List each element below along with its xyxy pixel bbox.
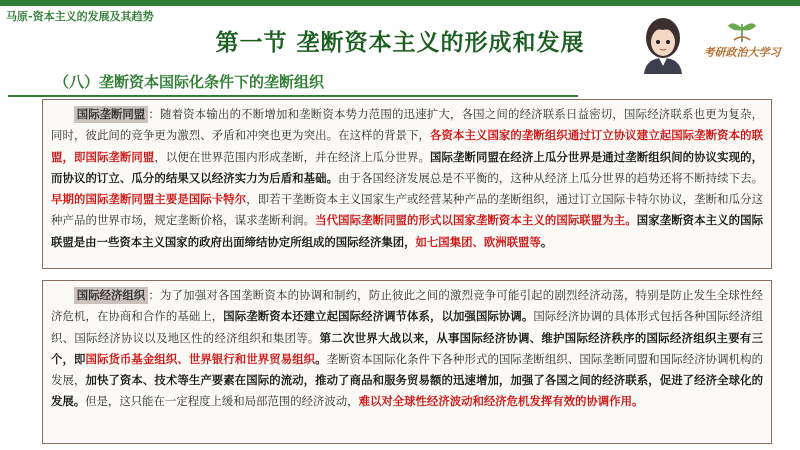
intl-monopoly-alliance-text	[51, 107, 763, 249]
text-segment: ，即若干垄断资本主义国家生产或经营某种产品的垄断组织，通过订立国际卡特尔协议，垄断和瓜分这种产品的世界市场，规定垄断价格，谋求垄断利润。	[51, 192, 763, 228]
text-segment: 但是，这只能在一定程度上缓和局部范围的经济波动，	[85, 394, 359, 409]
text-segment: 难以对全球性经济波动和经济危机发挥有效的协调作用。	[358, 394, 644, 409]
avatar	[636, 12, 690, 74]
text-segment: 第二次世界大战以来，从事国际经济协调、维护国际经济秩序的国际经济组织主要有三个，即	[51, 330, 763, 366]
intl-economic-org-box	[42, 280, 772, 444]
lotus-leaf-logo-icon	[722, 18, 762, 44]
text-segment: 国际货币基金组织、世界银行和世界贸易组织	[85, 351, 316, 366]
section-subtitle: （八）垄断资本国际化条件下的垄断组织	[54, 73, 325, 91]
text-segment: 。	[540, 234, 553, 249]
subtitle-underline	[8, 95, 578, 97]
intl-monopoly-alliance-box	[42, 99, 772, 269]
text-segment: 国际经济协调的具体形式包括各种国际经济组织、国际经济协议以及地区性的经济组织和集团等。	[51, 309, 763, 345]
page-title: 第一节 垄断资本主义的形成和发展	[215, 30, 585, 56]
text-segment: 由于各国经济发展总是不平衡的，这种从经济上瓜分世界的趋势还将不断持续下去。	[338, 170, 763, 185]
intl-economic-org-tag: 国际经济组织	[74, 287, 148, 304]
breadcrumb: 马原-资本主义的发展及其趋势	[6, 10, 154, 23]
text-segment: ，以便在世界范围内形成垄断，并在经济上瓜分世界。	[154, 149, 431, 164]
text-segment: 垄断资本国际化条件下各种形式的国际垄断组织、国际垄断同盟和国际经济协调机构的发展，	[51, 351, 763, 388]
brand-text: 考研政治大学习	[703, 46, 781, 59]
text-segment: 国际垄断同盟在经济上瓜分世界是通过垄断组织间的协议实现的，而协议的订立、瓜分的结果又以经济实力为后盾和基础。	[51, 149, 763, 185]
text-segment: 如七国集团、欧洲联盟等	[415, 234, 541, 249]
top-accent-bar	[0, 0, 800, 6]
text-segment: 早期的国际垄断同盟主要是国际卡特尔	[51, 192, 247, 207]
text-segment: ：随着资本输出的不断增加和垄断资本势力范围的迅速扩大，各国之间的经济联系日益密切，国际经济联系也更为复杂，同时，彼此间的竞争更为激烈、矛盾和冲突也更为突出。在这样的背景下，	[51, 107, 763, 143]
text-segment: 各资本主义国家的垄断组织通过订立协议建立起国际垄断资本的联盟，即国际垄断同盟	[51, 128, 763, 164]
text-segment: 。	[315, 351, 327, 366]
text-segment: 国际垄断资本还建立起国际经济调节体系，以加强国际协调。	[223, 309, 534, 324]
intl-economic-org-paragraph	[51, 285, 763, 413]
intl-monopoly-alliance-tag: 国际垄断同盟	[74, 106, 148, 123]
intl-economic-org-text	[51, 288, 763, 408]
text-segment: 国家垄断资本主义的国际联盟是由一些资本主义国家的政府出面缔结协定所组成的国际经济集团，	[51, 213, 763, 249]
intl-monopoly-alliance-paragraph	[51, 104, 763, 253]
text-segment: 当代国际垄断同盟的形式以国家垄断资本主义的国际联盟为主。	[315, 213, 637, 228]
text-segment: 加快了资本、技术等生产要素在国际的流动，推动了商品和服务贸易额的迅速增加，加强了各国之间的经济联系，促进了经济全球化的发展。	[51, 373, 763, 409]
text-segment: ：为了加强对各国垄断资本的协调和制约，防止彼此之间的激烈竞争可能引起的剧烈经济动荡，特别是防止发生全球性经济危机，在协商和合作的基础上，	[51, 288, 763, 324]
brand-logo	[694, 18, 790, 74]
